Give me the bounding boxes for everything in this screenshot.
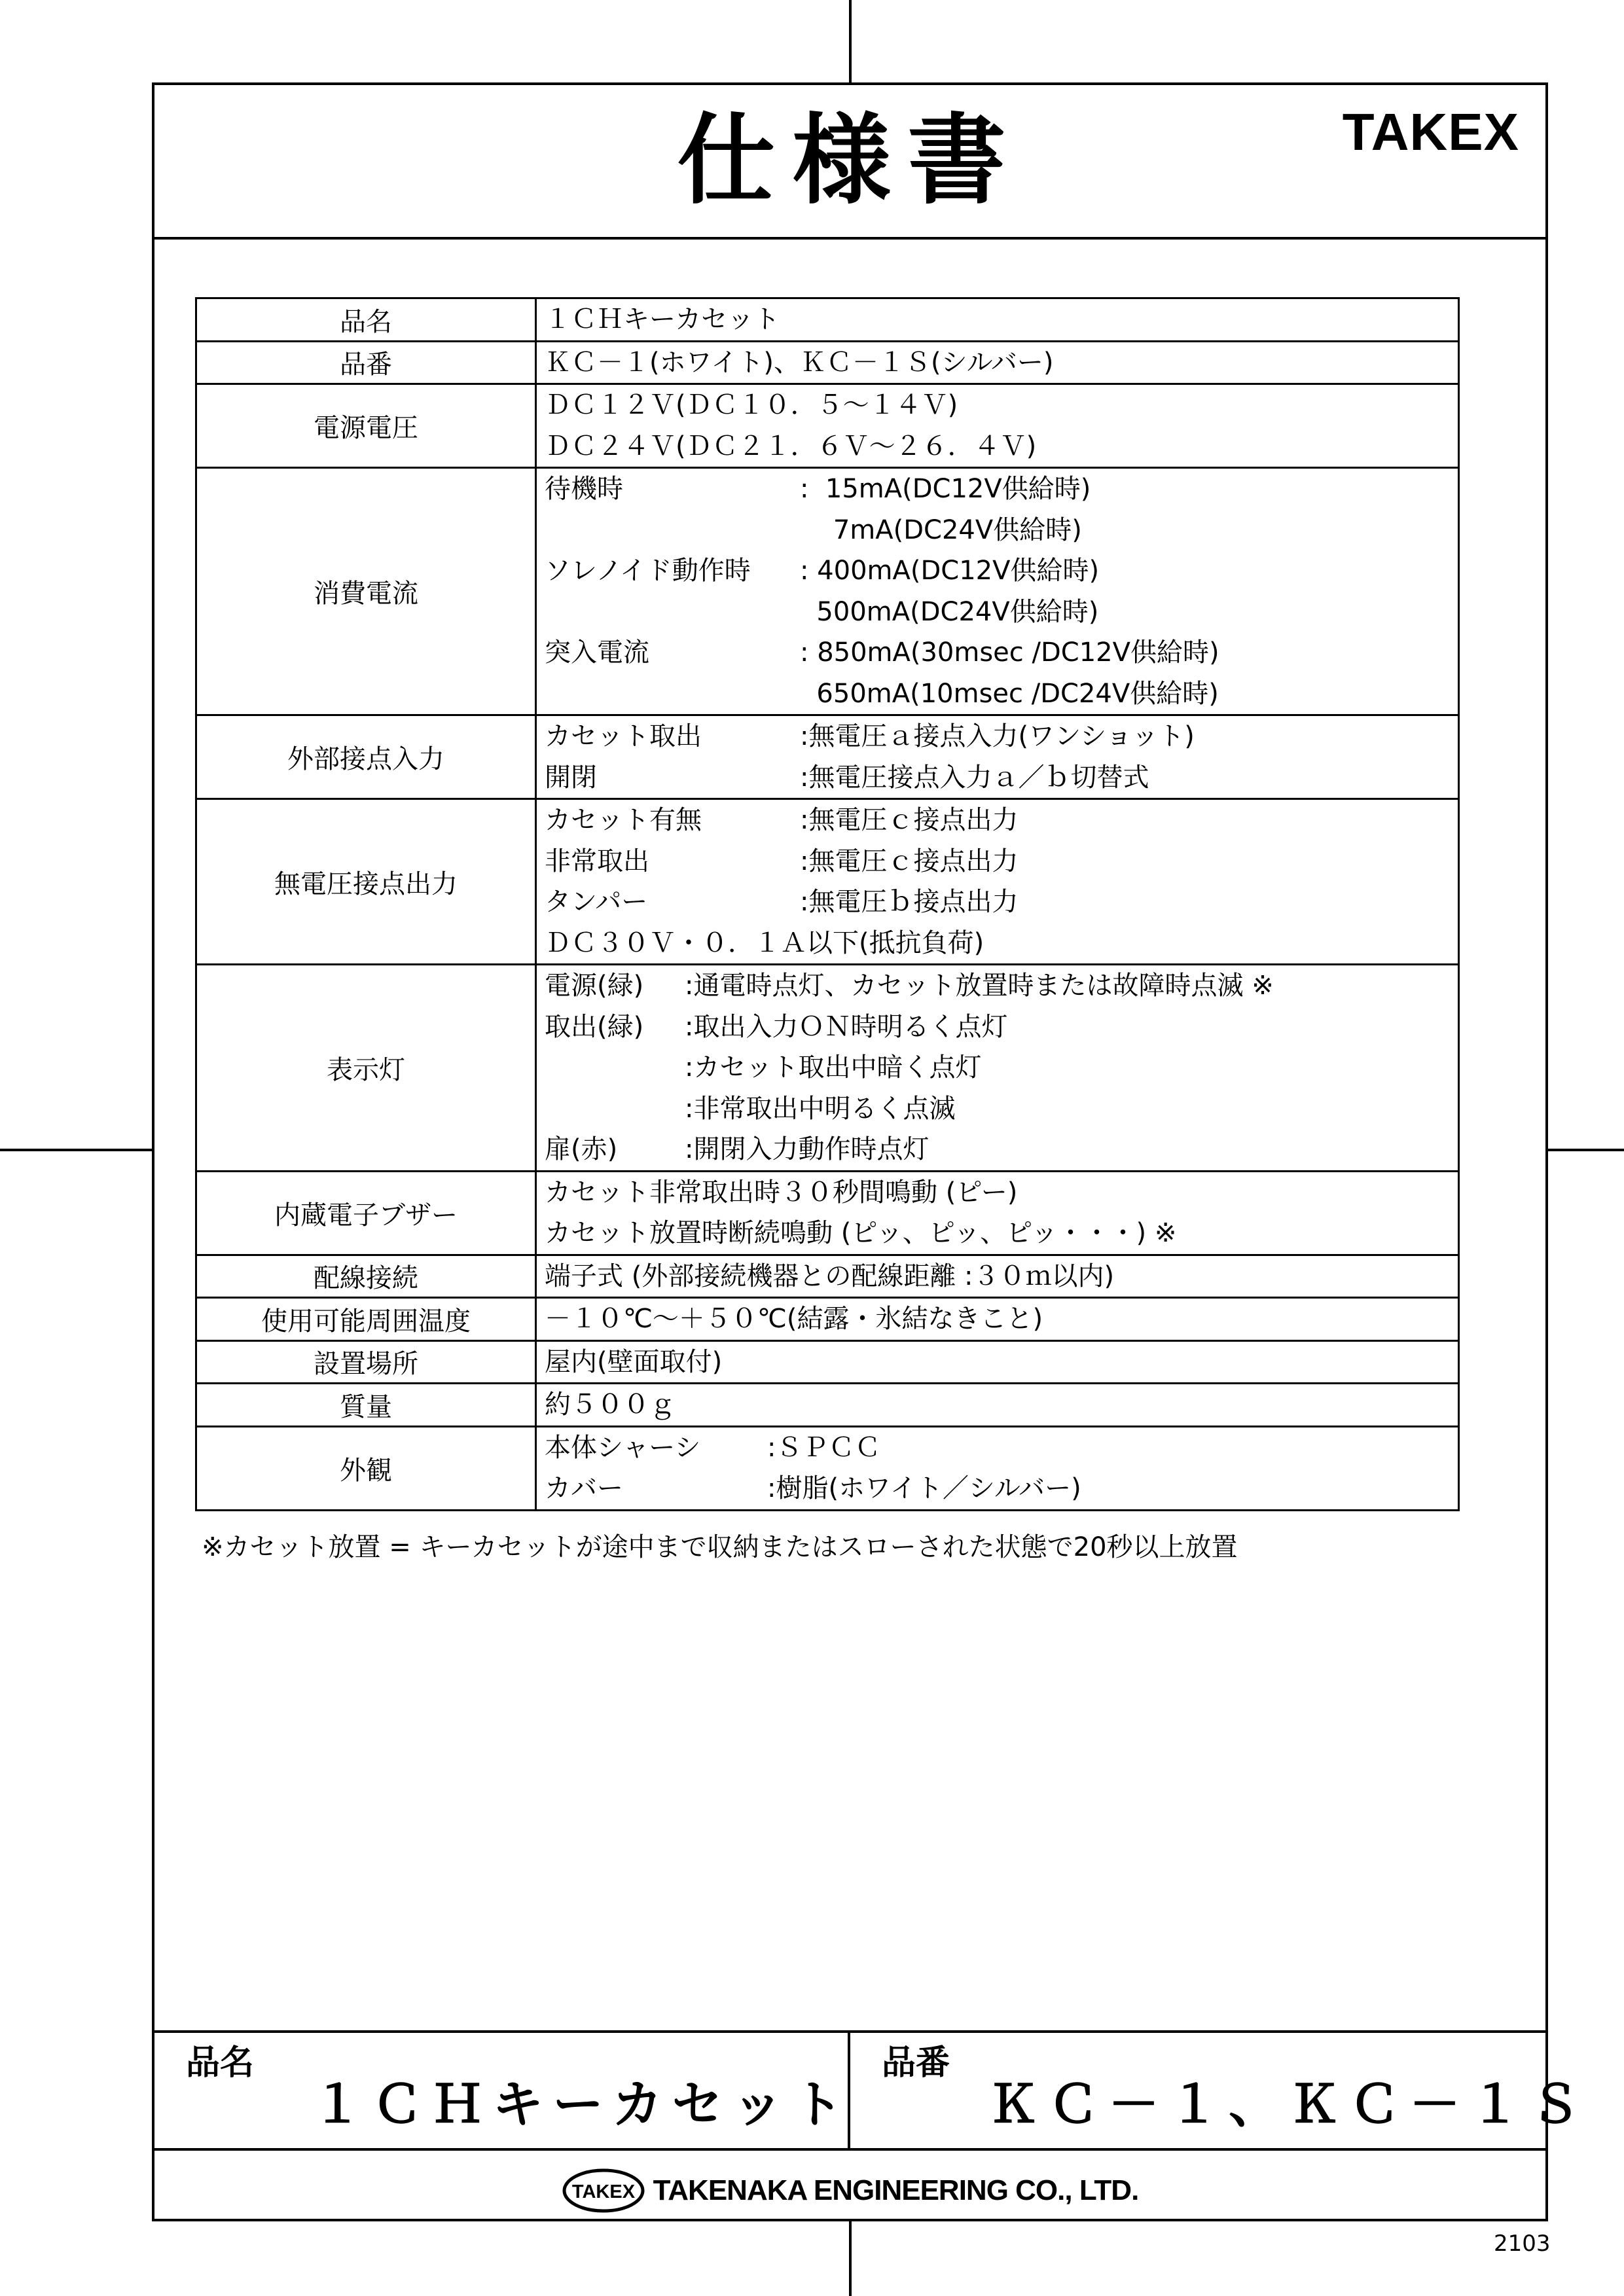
row-key: 非常取出 — [545, 846, 649, 876]
table-row — [196, 715, 1459, 799]
footer-number-label: 品番 — [882, 2043, 950, 2083]
row-line — [545, 757, 1458, 798]
crop-mark-top — [849, 0, 852, 84]
row-value: : 400mA(DC12V供給時) — [800, 556, 1100, 586]
row-line — [545, 550, 1458, 592]
row-value: 650mA(10msec /DC24V供給時) — [800, 678, 1219, 709]
row-value: 屋内(壁面取付) — [545, 1346, 723, 1377]
row-key: 突入電流 — [545, 637, 649, 668]
sheet-frame — [152, 82, 1591, 2221]
row-value: 端子式 (外部接続機器との配線距離 :３０ｍ以内) — [545, 1261, 1115, 1291]
row-label: 使用可能周囲温度 — [196, 1298, 536, 1341]
row-line — [545, 673, 1458, 715]
row-line — [545, 632, 1458, 673]
document-title: 仕様書 — [677, 103, 1023, 218]
crop-mark-left — [0, 1149, 152, 1151]
brand-logo: TAKEX — [1342, 103, 1519, 161]
row-value: :樹脂(ホワイト／シルバー) — [767, 1473, 1081, 1503]
header — [154, 85, 1545, 240]
row-line — [545, 1468, 1458, 1509]
table-row — [196, 1384, 1459, 1427]
footer-name-value: １ＣＨキーカセット — [312, 2075, 853, 2134]
row-line — [545, 882, 1458, 923]
row-value: ＤＣ１２Ｖ(ＤＣ１０．５～１４Ｖ) — [545, 390, 958, 420]
spec-table — [195, 297, 1460, 1511]
row-key: カセット有無 — [545, 805, 702, 835]
row-value: : 850mA(30msec /DC12V供給時) — [800, 637, 1219, 668]
row-label: 質量 — [196, 1384, 536, 1427]
company-name: TAKENAKA ENGINEERING CO., LTD. — [653, 2174, 1139, 2206]
row-value: :カセット取出中暗く点灯 — [685, 1052, 982, 1083]
row-value: 7mA(DC24V供給時) — [800, 514, 1082, 545]
row-label: 設置場所 — [196, 1340, 536, 1384]
row-value: 約５００ｇ — [545, 1390, 676, 1420]
table-row — [196, 1298, 1459, 1341]
row-value: ＤＣ２４Ｖ(ＤＣ２１．６Ｖ～２６．４Ｖ) — [545, 431, 1037, 461]
row-label: 内蔵電子ブザー — [196, 1171, 536, 1255]
crop-mark-right — [1548, 1149, 1624, 1151]
row-key: 電源(緑) — [545, 971, 644, 1001]
row-value: :無電圧ｃ接点出力 — [800, 846, 1019, 876]
company-block — [154, 2168, 1545, 2214]
row-key: 取出(緑) — [545, 1011, 644, 1042]
row-line — [545, 1129, 1458, 1170]
row-label: 電源電圧 — [196, 384, 536, 468]
table-row — [196, 298, 1459, 342]
row-key: 開閉 — [545, 762, 597, 793]
row-line — [545, 1007, 1458, 1048]
table-row — [196, 1340, 1459, 1384]
footer-product-number — [850, 2033, 1591, 2148]
row-label: 品名 — [196, 298, 536, 342]
row-value: カセット非常取出時３０秒間鳴動 (ピー) — [545, 1177, 1018, 1208]
row-line — [545, 510, 1458, 551]
footer-product-name — [154, 2033, 853, 2148]
row-line — [545, 469, 1458, 510]
footnote: ※カセット放置 = キーカセットが途中まで収納またはスローされた状態で20秒以上放置 — [202, 1532, 1238, 1562]
row-label: 消費電流 — [196, 468, 536, 715]
row-value: ＤＣ３０Ｖ・０．１Ａ以下(抵抗負荷) — [545, 927, 984, 958]
row-key: 待機時 — [545, 474, 623, 504]
table-row — [196, 1255, 1459, 1298]
row-line — [545, 965, 1458, 1007]
row-label: 無電圧接点出力 — [196, 799, 536, 965]
footer-number-value: ＫＣ－１、ＫＣ－１Ｓ — [988, 2075, 1591, 2134]
row-value: :無電圧ａ接点入力(ワンショット) — [800, 721, 1195, 751]
logo-text: TAKEX — [571, 2181, 635, 2202]
table-row — [196, 1426, 1459, 1510]
row-value: :通電時点灯、カセット放置時または故障時点滅 ※ — [685, 971, 1274, 1001]
footer — [154, 2030, 1591, 2219]
row-label: 表示灯 — [196, 965, 536, 1172]
row-line — [545, 1047, 1458, 1088]
footer-name-label: 品名 — [186, 2043, 255, 2083]
row-value: ＫＣ－１(ホワイト)、ＫＣ－１Ｓ(シルバー) — [545, 347, 1054, 378]
row-key: 扉(赤) — [545, 1134, 618, 1164]
row-value: :無電圧接点入力ａ／ｂ切替式 — [800, 762, 1149, 793]
row-value: :取出入力ＯＮ時明るく点灯 — [685, 1011, 1008, 1042]
table-row — [196, 965, 1459, 1172]
table-row — [196, 468, 1459, 715]
row-line — [545, 716, 1458, 757]
table-row — [196, 799, 1459, 965]
row-value: :無電圧ｃ接点出力 — [800, 805, 1019, 835]
footer-info-row — [154, 2033, 1591, 2151]
table-row — [196, 341, 1459, 384]
row-line — [545, 1088, 1458, 1130]
document-code: 2103 — [1494, 2231, 1551, 2257]
row-key: 本体シャーシ — [545, 1432, 701, 1463]
row-value: カセット放置時断続鳴動 (ピッ、ピッ、ピッ・・・) ※ — [545, 1218, 1177, 1248]
row-value: :ＳＰＣＣ — [767, 1432, 881, 1463]
row-label: 品番 — [196, 341, 536, 384]
row-key: カセット取出 — [545, 721, 702, 751]
row-line — [545, 592, 1458, 633]
takex-logo-icon — [562, 2168, 645, 2214]
row-value: :非常取出中明るく点滅 — [685, 1093, 956, 1124]
row-line — [545, 1427, 1458, 1469]
table-row — [196, 384, 1459, 468]
row-key: カバー — [545, 1473, 623, 1503]
row-value: :無電圧ｂ接点出力 — [800, 887, 1019, 917]
row-value: 500mA(DC24V供給時) — [800, 596, 1099, 627]
row-key: タンパー — [545, 887, 648, 917]
row-value: : 15mA(DC12V供給時) — [800, 474, 1091, 504]
row-line — [545, 800, 1458, 841]
row-label: 外部接点入力 — [196, 715, 536, 799]
row-label: 外観 — [196, 1426, 536, 1510]
table-row — [196, 1171, 1459, 1255]
row-value: :開閉入力動作時点灯 — [685, 1134, 929, 1164]
row-line — [545, 841, 1458, 882]
row-value: －１０℃～＋５０℃(結露・氷結なきこと) — [545, 1304, 1043, 1334]
crop-mark-bottom — [849, 2221, 852, 2296]
row-label: 配線接続 — [196, 1255, 536, 1298]
row-key: ソレノイド動作時 — [545, 556, 751, 586]
row-value: １ＣＨキーカセット — [545, 304, 780, 334]
